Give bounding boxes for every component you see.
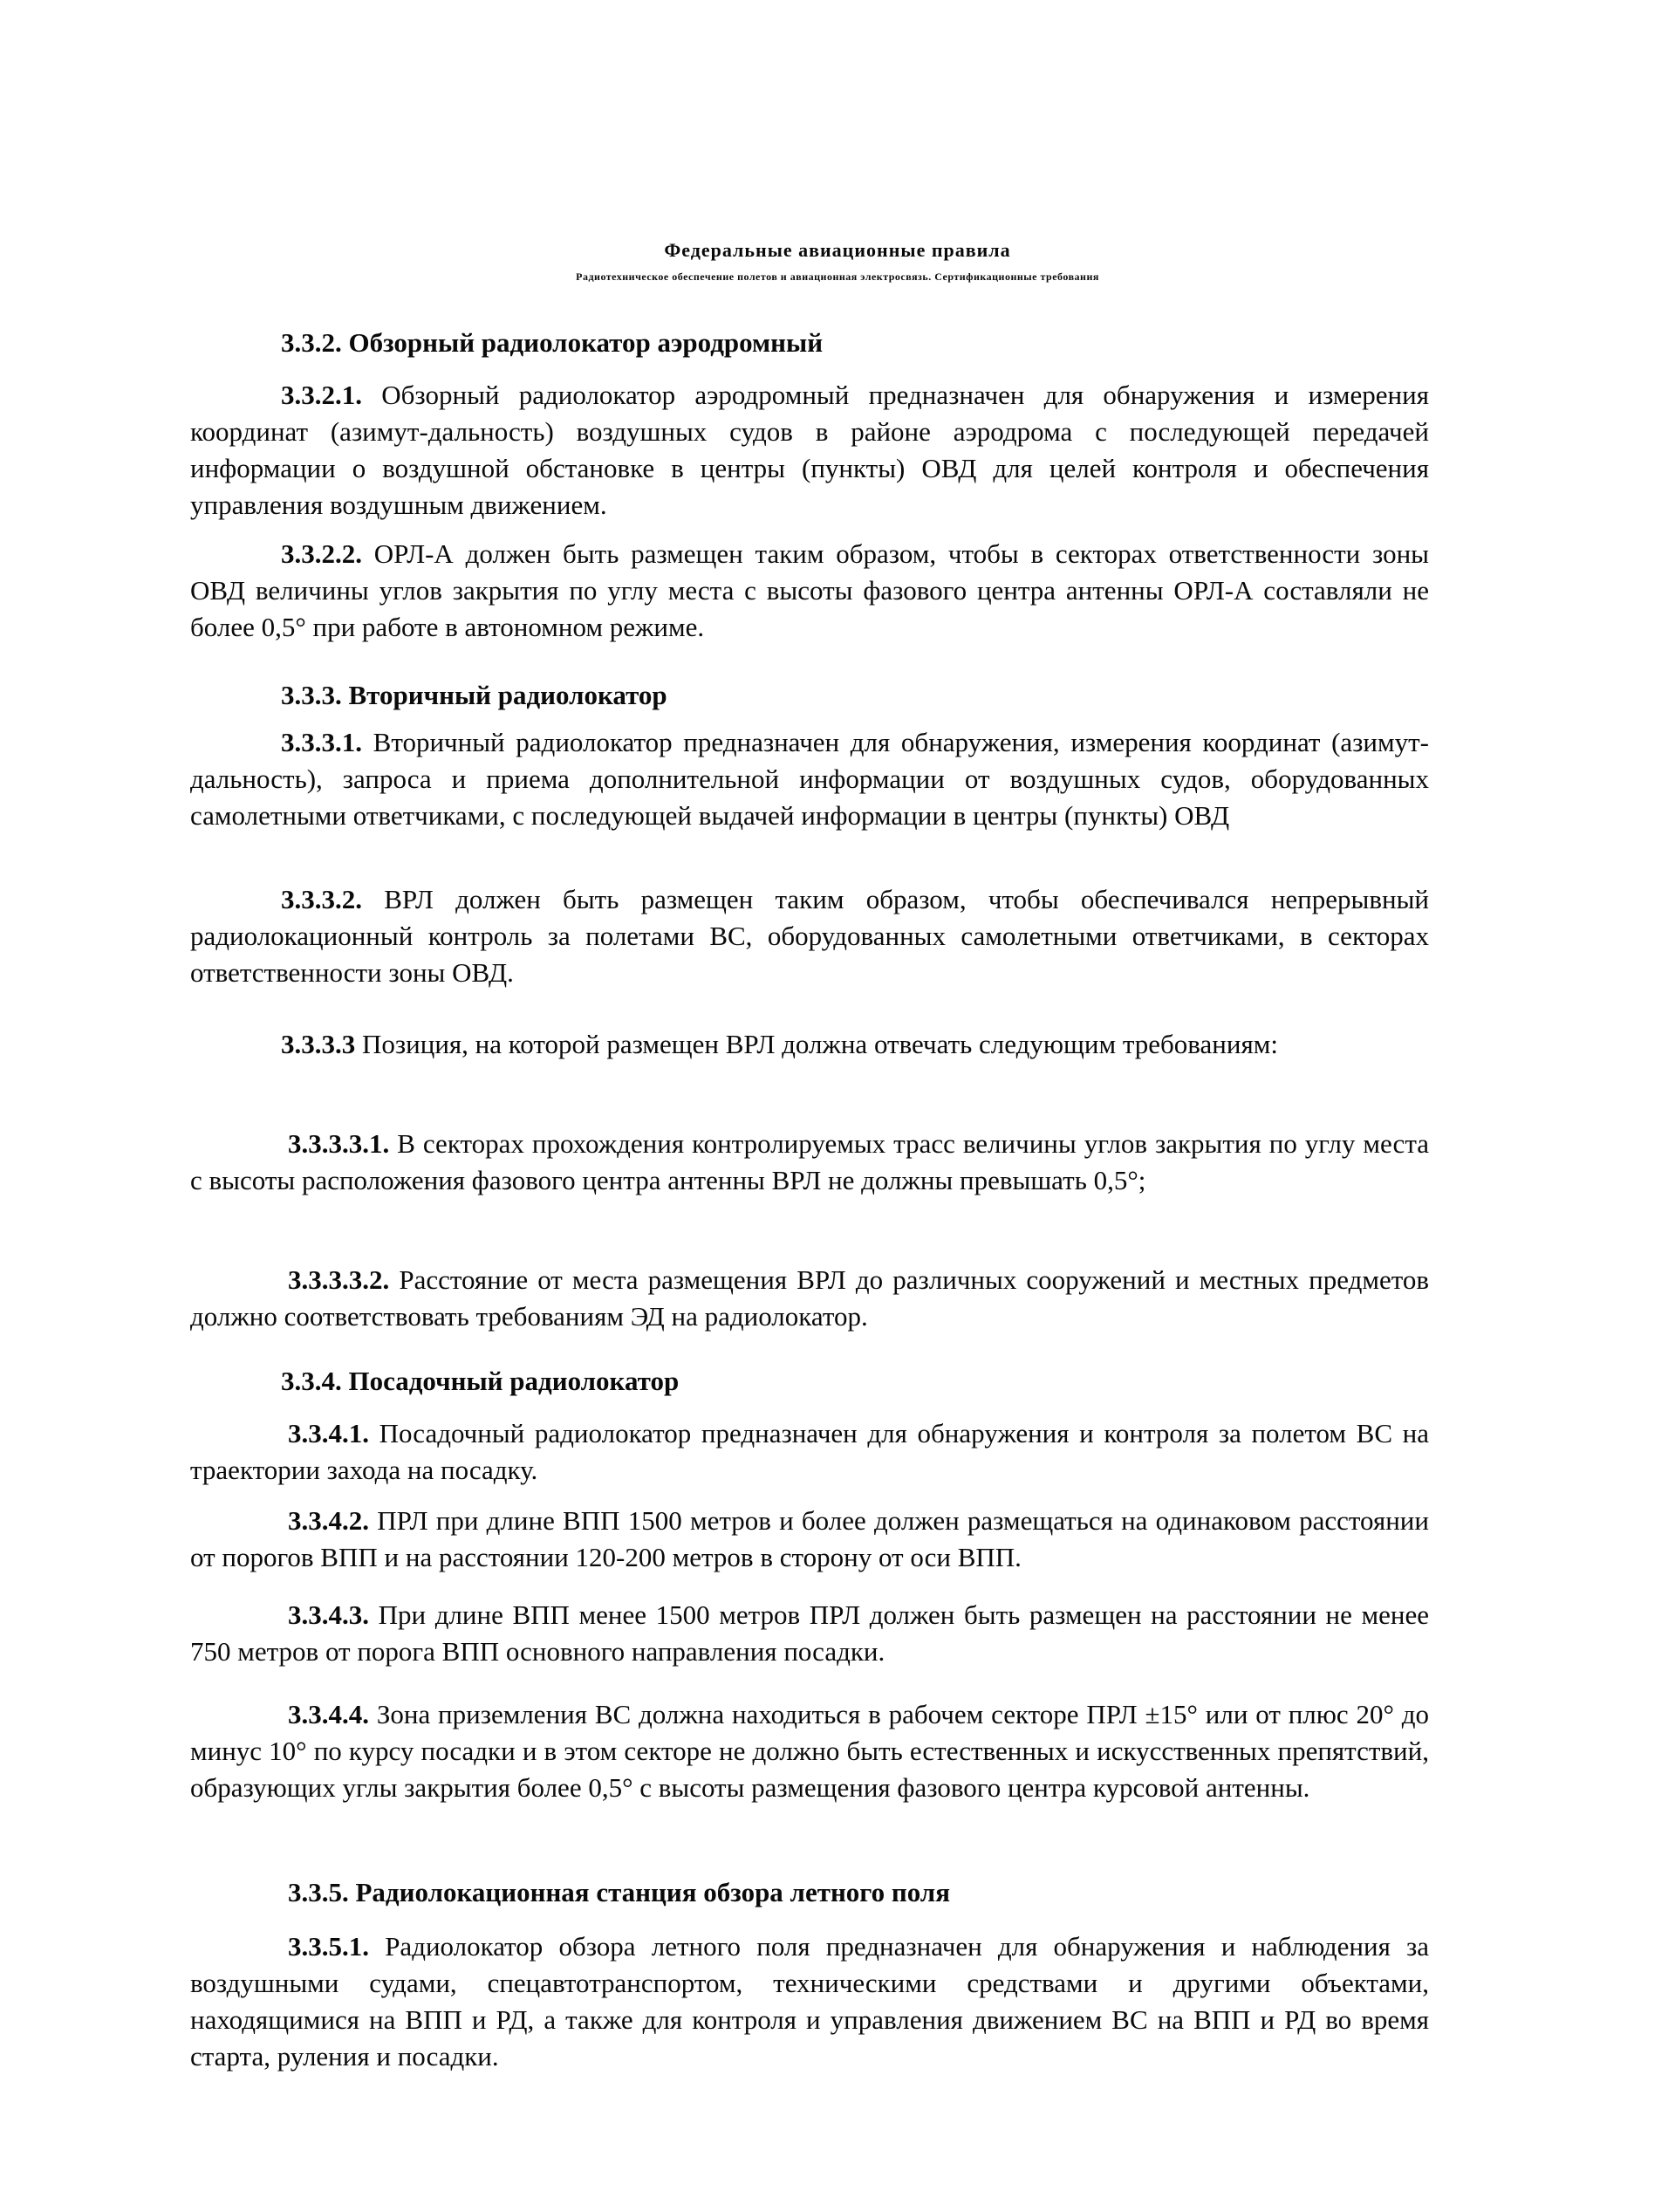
paragraph-text: Расстояние от места размещения ВРЛ до различных сооружений и местных предметов должно соответствовать требованиям ЭД на радиолокатор. [190,1264,1429,1332]
paragraph-number: 3.3.4.1. [288,1418,369,1448]
paragraph-text: ПРЛ при длине ВПП 1500 метров и более должен размещаться на одинаковом расстоянии от порогов ВПП и на расстоянии 120-200 метров в сторону от оси ВПП. [190,1505,1429,1572]
paragraph-3-3-5-1 [190,1928,1429,2075]
paragraph-number: 3.3.5.1. [288,1931,369,1962]
paragraph-3-3-3-3-2 [190,1262,1429,1335]
paragraph-3-3-4-4 [190,1696,1429,1806]
paragraph-number: 3.3.3.3.1. [288,1128,390,1159]
paragraph-text: Посадочный радиолокатор предназначен для обнаружения и контроля за полетом ВС на траектории захода на посадку. [190,1418,1430,1485]
paragraph-3-3-3-3-1 [190,1126,1429,1199]
paragraph-text: В секторах прохождения контролируемых трасс величины углов закрытия по углу места с высоты расположения фазового центра антенны ВРЛ не должны превышать 0,5°; [190,1128,1430,1195]
paragraph-number: 3.3.3.3.2. [288,1264,390,1295]
paragraph-number: 3.3.2.2. [281,538,362,569]
paragraph-3-3-3-1 [190,724,1429,834]
paragraph-number: 3.3.4.3. [288,1599,369,1630]
paragraph-3-3-2-2 [190,536,1429,646]
paragraph-3-3-3-3 [190,1026,1429,1063]
paragraph-number: 3.3.2.1. [281,380,362,410]
paragraph-number: 3.3.3.3 [281,1029,356,1059]
paragraph-text: Радиолокатор обзора летного поля предназначен для обнаружения и наблюдения за воздушными судами, спецавтотранспортом, техническими средствами и другими объектами, находящимися на ВПП и РД, а также для контроля и управления движением ВС на ВПП и РД во время старта, руления и посадки. [190,1931,1430,2072]
paragraph-3-3-3-2 [190,881,1429,991]
paragraph-text: Позиция, на которой размещен ВРЛ должна отвечать следующим требованиям: [362,1029,1278,1059]
paragraph-text: ВРЛ должен быть размещен таким образом, чтобы обеспечивался непрерывный радиолокационный контроль за полетами ВС, оборудованных самолетными ответчиками, в секторах ответственности зоны ОВД. [190,884,1429,988]
paragraph-text: При длине ВПП менее 1500 метров ПРЛ должен быть размещен на расстоянии не менее 750 метров от порога ВПП основного направления посадки. [190,1599,1429,1667]
header-subtitle: Радиотехническое обеспечение полетов и авиационная электросвязь. Сертификационные требования [576,271,1099,283]
section-heading-3-3-5: 3.3.5. Радиолокационная станция обзора летного поля [288,1877,950,1907]
paragraph-3-3-4-2 [190,1503,1429,1576]
paragraph-text: Вторичный радиолокатор предназначен для обнаружения, измерения координат (азимут-дальность), запроса и приема дополнительной информации от воздушных судов, оборудованных самолетными ответчиками, с последующей выдачей информации в центры (пункты) ОВД [190,727,1430,831]
paragraph-number: 3.3.4.4. [288,1699,369,1729]
paragraph-number: 3.3.4.2. [288,1505,369,1536]
paragraph-number: 3.3.3.1. [281,727,362,757]
header-title: Федеральные авиационные правила [664,239,1011,261]
section-heading-3-3-3: 3.3.3. Вторичный радиолокатор [281,680,667,710]
paragraph-number: 3.3.3.2. [281,884,362,914]
paragraph-3-3-4-1 [190,1415,1429,1489]
paragraph-text: Зона приземления ВС должна находиться в рабочем секторе ПРЛ ±15° или от плюс 20° до минус 10° по курсу посадки и в этом секторе не должно быть естественных и искусственных препятствий, образующих углы закрытия более 0,5° с высоты размещения фазового центра курсовой антенны. [190,1699,1430,1803]
paragraph-text: ОРЛ-А должен быть размещен таким образом, чтобы в секторах ответственности зоны ОВД величины углов закрытия по углу места с высоты фазового центра антенны ОРЛ-А составляли не более 0,5° при работе в автономном режиме. [190,538,1430,642]
section-heading-3-3-4: 3.3.4. Посадочный радиолокатор [281,1366,680,1396]
section-heading-3-3-2: 3.3.2. Обзорный радиолокатор аэродромный [281,327,824,358]
paragraph-3-3-4-3 [190,1597,1429,1670]
paragraph-3-3-2-1 [190,377,1429,524]
paragraph-text: Обзорный радиолокатор аэродромный предназначен для обнаружения и измерения координат (азимут-дальность) воздушных судов в районе аэродрома с последующей передачей информации о воздушной обстановке в центры (пункты) ОВД для целей контроля и обеспечения управления воздушным движением. [190,380,1429,520]
